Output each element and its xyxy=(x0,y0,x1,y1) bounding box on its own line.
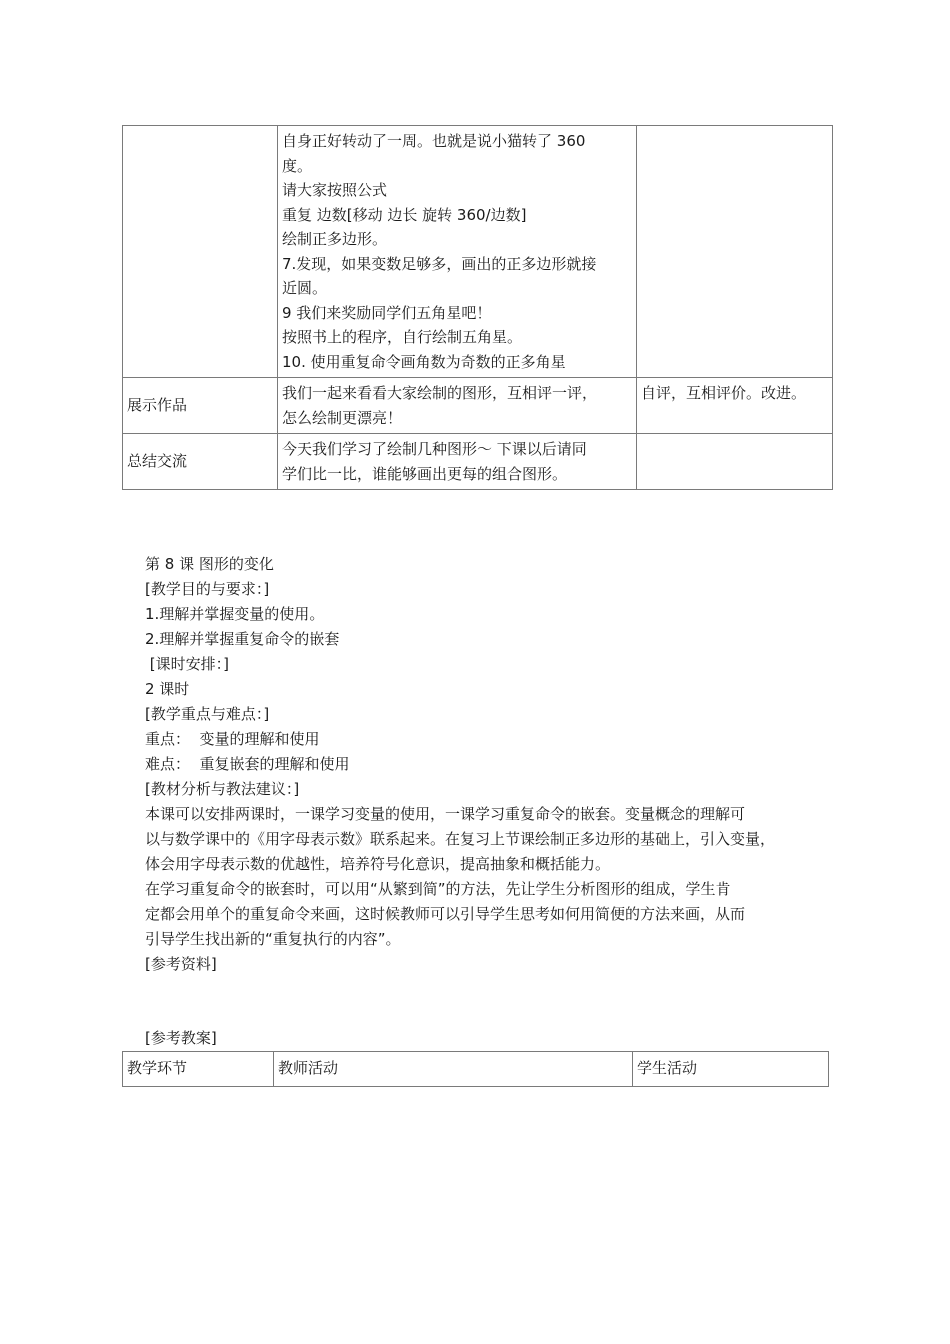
header-teacher-activity: 教师活动 xyxy=(274,1052,633,1087)
table-cell-stage xyxy=(123,126,278,378)
goal-header: [教学目的与要求：] xyxy=(145,580,270,598)
analysis-line: 定都会用单个的重复命令来画，这时候教师可以引导学生思考如何用简便的方法来画，从而 xyxy=(145,905,746,923)
table-cell-stage: 总结交流 xyxy=(123,434,278,490)
lesson-title: 第 8 课 图形的变化 xyxy=(145,555,274,573)
text-line: 10. 使用重复命令画角数为奇数的正多角星 xyxy=(282,352,566,371)
analysis-line: 本课可以安排两课时，一课学习变量的使用，一课学习重复命令的嵌套。变量概念的理解可 xyxy=(145,805,746,823)
text-line: 今天我们学习了绘制几种图形～ 下课以后请同 xyxy=(282,440,587,458)
text-line: 9 我们来奖励同学们五角星吧！ xyxy=(282,303,492,322)
text-line: 近圆。 xyxy=(282,279,328,297)
header-stage: 教学环节 xyxy=(123,1052,274,1087)
goal-item: 2.理解并掌握重复命令的嵌套 xyxy=(145,630,340,648)
table-cell-student-activity xyxy=(637,126,833,378)
table-cell-teacher-activity xyxy=(278,434,637,490)
analysis-line: 体会用字母表示数的优越性，培养符号化意识，提高抽象和概括能力。 xyxy=(145,855,611,873)
text-line: 学们比一比，谁能够画出更每的组合图形。 xyxy=(282,464,568,483)
analysis-line: 以与数学课中的《用字母表示数》联系起来。在复习上节课绘制正多边形的基础上，引入变量， xyxy=(145,830,776,848)
schedule-header: [课时安排：] xyxy=(145,655,229,673)
table-cell-teacher-activity xyxy=(278,126,637,378)
text-line: 自身正好转动了一周。也就是说小猫转了 360 xyxy=(282,132,586,150)
reference-header: [参考资料] xyxy=(145,955,217,973)
analysis-header: [教材分析与教法建议：] xyxy=(145,780,300,798)
table-row xyxy=(123,434,833,490)
table-cell-stage: 展示作品 xyxy=(123,378,278,434)
table-row xyxy=(123,378,833,434)
header-student-activity: 学生活动 xyxy=(633,1052,829,1087)
text-line: 7.发现，如果变数足够多，画出的正多边形就接 xyxy=(282,254,597,273)
analysis-line: 在学习重复命令的嵌套时，可以用“从繁到简”的方法，先让学生分析图形的组成，学生肯 xyxy=(145,880,731,898)
analysis-line: 引导学生找出新的“重复执行的内容”。 xyxy=(145,930,401,948)
text-line: 度。 xyxy=(282,156,313,175)
goal-item: 1.理解并掌握变量的使用。 xyxy=(145,605,325,623)
table-cell-teacher-activity xyxy=(278,378,637,434)
text-line: 重复 边数[移动 边长 旋转 360/边数] xyxy=(282,205,527,224)
text-line: 请大家按照公式 xyxy=(282,181,388,199)
table-header-row xyxy=(123,1052,829,1087)
text-line: 绘制正多边形。 xyxy=(282,230,388,248)
plan-header: [参考教案] xyxy=(145,1029,217,1047)
lesson-body xyxy=(145,552,825,977)
table-cell-student-activity xyxy=(637,434,833,490)
keypoint: 重点： 变量的理解和使用 xyxy=(145,730,320,748)
table-row xyxy=(123,126,833,378)
difficulty: 难点： 重复嵌套的理解和使用 xyxy=(145,755,350,773)
table-cell-student-activity: 自评，互相评价。改进。 xyxy=(637,378,833,434)
schedule-value: 2 课时 xyxy=(145,680,190,698)
text-line: 按照书上的程序，自行绘制五角星。 xyxy=(282,328,523,346)
keypoints-header: [教学重点与难点：] xyxy=(145,705,270,723)
lesson-table-continued xyxy=(122,125,833,490)
text-line: 我们一起来看看大家绘制的图形，互相评一评， xyxy=(282,384,598,402)
text-line: 怎么绘制更漂亮！ xyxy=(282,408,403,427)
lesson-plan-table xyxy=(122,1051,829,1087)
